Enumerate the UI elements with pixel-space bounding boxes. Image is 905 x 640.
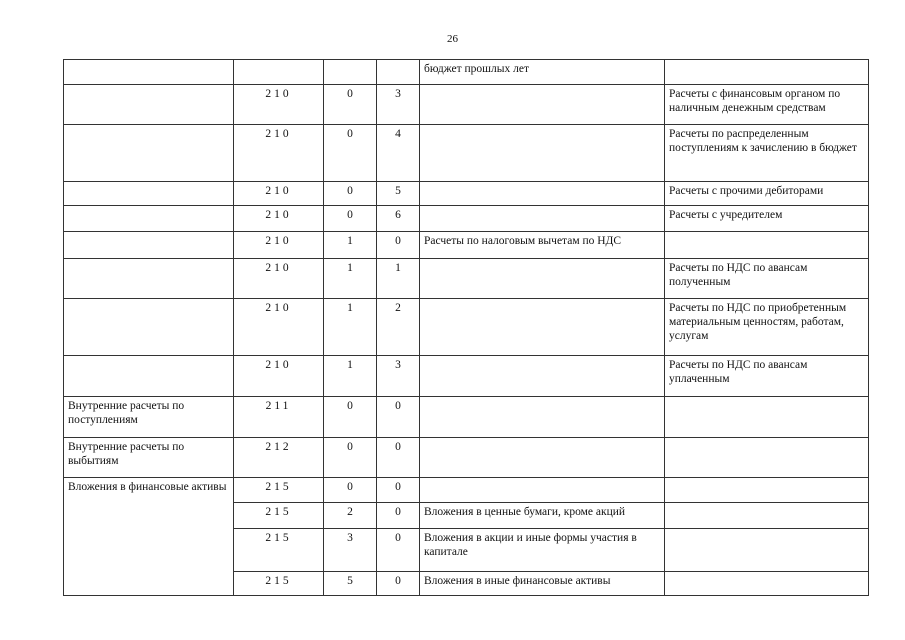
analytic-type-code-cell: 6 xyxy=(377,206,420,232)
page-number: 26 xyxy=(447,33,458,45)
account-name-cell xyxy=(64,206,234,232)
group-name-cell xyxy=(420,259,665,299)
group-name-cell: Расчеты по налоговым вычетам по НДС xyxy=(420,232,665,259)
synthetic-code-cell: 210 xyxy=(234,299,324,356)
table-row xyxy=(64,397,869,438)
analytic-account-name-cell: Расчеты по НДС по приобретенным материальным ценностям, работам, услугам xyxy=(665,299,869,356)
group-name-cell: бюджет прошлых лет xyxy=(420,60,665,85)
table-row xyxy=(64,299,869,356)
group-name-cell xyxy=(420,478,665,503)
analytic-group-code-cell: 5 xyxy=(324,572,377,596)
analytic-group-code-cell: 1 xyxy=(324,259,377,299)
group-name-cell xyxy=(420,299,665,356)
analytic-group-code-cell: 0 xyxy=(324,438,377,478)
analytic-type-code-cell: 0 xyxy=(377,572,420,596)
analytic-account-name-cell xyxy=(665,232,869,259)
account-name-cell: Внутренние расчеты по поступлениям xyxy=(64,397,234,438)
analytic-group-code-cell: 0 xyxy=(324,397,377,438)
synthetic-code-cell: 210 xyxy=(234,356,324,397)
analytic-account-name-cell xyxy=(665,572,869,596)
account-name-cell: Вложения в финансовые активы xyxy=(64,478,234,596)
account-name-cell: Внутренние расчеты по выбытиям xyxy=(64,438,234,478)
chart-of-accounts-table xyxy=(63,59,869,596)
analytic-account-name-cell: Расчеты по НДС по авансам полученным xyxy=(665,259,869,299)
analytic-type-code-cell: 5 xyxy=(377,182,420,206)
analytic-account-name-cell: Расчеты с прочими дебиторами xyxy=(665,182,869,206)
table-row xyxy=(64,356,869,397)
group-name-cell xyxy=(420,85,665,125)
synthetic-code-cell: 215 xyxy=(234,572,324,596)
table-row xyxy=(64,438,869,478)
analytic-type-code-cell xyxy=(377,60,420,85)
group-name-cell xyxy=(420,397,665,438)
synthetic-code-cell xyxy=(234,60,324,85)
analytic-group-code-cell: 0 xyxy=(324,478,377,503)
synthetic-code-cell: 211 xyxy=(234,397,324,438)
synthetic-code-cell: 215 xyxy=(234,478,324,503)
account-name-cell xyxy=(64,259,234,299)
analytic-type-code-cell: 2 xyxy=(377,299,420,356)
analytic-type-code-cell: 0 xyxy=(377,503,420,529)
analytic-type-code-cell: 3 xyxy=(377,356,420,397)
account-name-cell xyxy=(64,60,234,85)
group-name-cell: Вложения в ценные бумаги, кроме акций xyxy=(420,503,665,529)
analytic-group-code-cell: 2 xyxy=(324,503,377,529)
synthetic-code-cell: 215 xyxy=(234,529,324,572)
synthetic-code-cell: 215 xyxy=(234,503,324,529)
table-row xyxy=(64,125,869,182)
analytic-type-code-cell: 3 xyxy=(377,85,420,125)
account-name-cell xyxy=(64,182,234,206)
analytic-account-name-cell xyxy=(665,60,869,85)
table-row xyxy=(64,85,869,125)
analytic-account-name-cell: Расчеты по НДС по авансам уплаченным xyxy=(665,356,869,397)
analytic-account-name-cell xyxy=(665,438,869,478)
table-row xyxy=(64,478,869,503)
table-row xyxy=(64,259,869,299)
group-name-cell xyxy=(420,438,665,478)
table-row xyxy=(64,232,869,259)
table-row xyxy=(64,60,869,85)
account-name-cell xyxy=(64,85,234,125)
analytic-group-code-cell: 1 xyxy=(324,299,377,356)
synthetic-code-cell: 210 xyxy=(234,125,324,182)
synthetic-code-cell: 210 xyxy=(234,85,324,125)
analytic-type-code-cell: 0 xyxy=(377,438,420,478)
account-name-cell xyxy=(64,299,234,356)
group-name-cell xyxy=(420,125,665,182)
analytic-group-code-cell: 0 xyxy=(324,182,377,206)
analytic-account-name-cell: Расчеты с учредителем xyxy=(665,206,869,232)
analytic-account-name-cell xyxy=(665,478,869,503)
analytic-account-name-cell xyxy=(665,397,869,438)
analytic-type-code-cell: 4 xyxy=(377,125,420,182)
analytic-group-code-cell: 1 xyxy=(324,232,377,259)
analytic-account-name-cell: Расчеты с финансовым органом по наличным денежным средствам xyxy=(665,85,869,125)
analytic-group-code-cell: 0 xyxy=(324,206,377,232)
group-name-cell xyxy=(420,356,665,397)
analytic-account-name-cell: Расчеты по распределенным поступлениям к зачислению в бюджет xyxy=(665,125,869,182)
table-row xyxy=(64,182,869,206)
analytic-group-code-cell xyxy=(324,60,377,85)
analytic-group-code-cell: 1 xyxy=(324,356,377,397)
synthetic-code-cell: 210 xyxy=(234,259,324,299)
analytic-group-code-cell: 0 xyxy=(324,85,377,125)
analytic-type-code-cell: 0 xyxy=(377,529,420,572)
analytic-type-code-cell: 0 xyxy=(377,478,420,503)
analytic-type-code-cell: 1 xyxy=(377,259,420,299)
analytic-type-code-cell: 0 xyxy=(377,397,420,438)
group-name-cell: Вложения в иные финансовые активы xyxy=(420,572,665,596)
analytic-group-code-cell: 0 xyxy=(324,125,377,182)
account-name-cell xyxy=(64,232,234,259)
synthetic-code-cell: 212 xyxy=(234,438,324,478)
group-name-cell: Вложения в акции и иные формы участия в капитале xyxy=(420,529,665,572)
analytic-account-name-cell xyxy=(665,529,869,572)
analytic-account-name-cell xyxy=(665,503,869,529)
synthetic-code-cell: 210 xyxy=(234,206,324,232)
group-name-cell xyxy=(420,206,665,232)
group-name-cell xyxy=(420,182,665,206)
account-name-cell xyxy=(64,125,234,182)
synthetic-code-cell: 210 xyxy=(234,182,324,206)
table-row xyxy=(64,206,869,232)
synthetic-code-cell: 210 xyxy=(234,232,324,259)
account-name-cell xyxy=(64,356,234,397)
analytic-group-code-cell: 3 xyxy=(324,529,377,572)
analytic-type-code-cell: 0 xyxy=(377,232,420,259)
